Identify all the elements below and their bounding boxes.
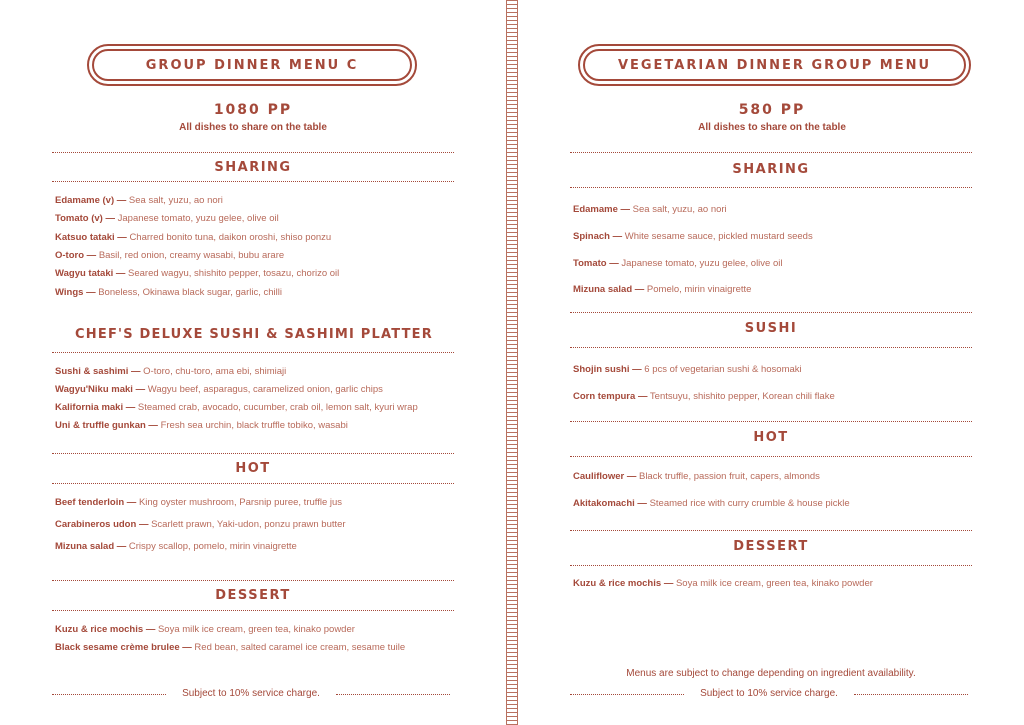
menu-item: Edamame — Sea salt, yuzu, ao nori (573, 204, 727, 215)
menu-item: Kuzu & rice mochis — Soya milk ice cream, green tea, kinako powder (573, 578, 873, 589)
right-menu-title-frame (578, 44, 971, 86)
menu-item: Wagyu'Niku maki — Wagyu beef, asparagus, caramelized onion, garlic chips (55, 384, 383, 395)
divider (52, 181, 454, 182)
right-menu-page (520, 0, 1024, 725)
section-heading-sharing: SHARING (732, 162, 810, 177)
menu-item: Mizuna salad — Pomelo, mirin vinaigrette (573, 284, 752, 295)
section-heading-hot: HOT (235, 461, 271, 476)
divider (336, 694, 450, 695)
left-price: 1080 PP (213, 102, 293, 118)
menu-item: Sushi & sashimi — O-toro, chu-toro, ama ebi, shimiaji (55, 366, 287, 377)
section-heading-sushi: SUSHI (744, 321, 798, 336)
section-heading-dessert: DESSERT (733, 539, 809, 554)
divider (570, 530, 972, 531)
menu-item: Shojin sushi — 6 pcs of vegetarian sushi & hosomaki (573, 364, 802, 375)
menu-item: Wings — Boneless, Okinawa black sugar, garlic, chilli (55, 287, 282, 298)
menu-item: Wagyu tataki — Seared wagyu, shishito pepper, tosazu, chorizo oil (55, 268, 340, 279)
service-charge-note: Subject to 10% service charge. (182, 688, 320, 699)
divider (570, 347, 972, 348)
divider (570, 565, 972, 566)
divider (570, 152, 972, 153)
menu-item: Akitakomachi — Steamed rice with curry crumble & house pickle (573, 498, 850, 509)
availability-note: Menus are subject to change depending on ingredient availability. (626, 668, 916, 679)
left-menu-title: GROUP DINNER MENU C (92, 49, 412, 81)
menu-item: Beef tenderloin — King oyster mushroom, Parsnip puree, truffle jus (55, 497, 343, 508)
divider (570, 421, 972, 422)
menu-item: Spinach — White sesame sauce, pickled mustard seeds (573, 231, 813, 242)
menu-item: Katsuo tataki — Charred bonito tuna, daikon oroshi, shiso ponzu (55, 232, 332, 243)
section-heading-dessert: DESSERT (215, 588, 291, 603)
menu-item: Uni & truffle gunkan — Fresh sea urchin, black truffle tobiko, wasabi (55, 420, 348, 431)
menu-item: Carabineros udon — Scarlett prawn, Yaki-udon, ponzu prawn butter (55, 519, 346, 530)
menu-item: Black sesame crème brulee — Red bean, salted caramel ice cream, sesame tuile (55, 642, 406, 653)
page-fold-divider (506, 0, 518, 725)
divider (854, 694, 968, 695)
menu-item: Edamame (v) — Sea salt, yuzu, ao nori (55, 195, 223, 206)
divider (570, 694, 684, 695)
divider (52, 352, 454, 353)
menu-item: Corn tempura — Tentsuyu, shishito pepper, Korean chili flake (573, 391, 835, 402)
divider (52, 610, 454, 611)
divider (52, 483, 454, 484)
section-heading-sharing: SHARING (214, 160, 292, 175)
divider (52, 453, 454, 454)
section-heading-sushi-platter: CHEF'S DELUXE SUSHI & SASHIMI PLATTER (75, 327, 433, 342)
right-price: 580 PP (738, 102, 806, 118)
divider (570, 456, 972, 457)
left-subtitle: All dishes to share on the table (179, 122, 327, 133)
menu-item: Kuzu & rice mochis — Soya milk ice cream, green tea, kinako powder (55, 624, 355, 635)
left-menu-title-frame (87, 44, 417, 86)
menu-item: Cauliflower — Black truffle, passion fruit, capers, almonds (573, 471, 820, 482)
divider (52, 152, 454, 153)
divider (570, 187, 972, 188)
menu-item: Mizuna salad — Crispy scallop, pomelo, mirin vinaigrette (55, 541, 297, 552)
right-subtitle: All dishes to share on the table (698, 122, 846, 133)
divider (52, 580, 454, 581)
service-charge-note: Subject to 10% service charge. (700, 688, 838, 699)
divider (570, 312, 972, 313)
right-menu-title: VEGETARIAN DINNER GROUP MENU (583, 49, 966, 81)
divider (52, 694, 166, 695)
menu-item: O-toro — Basil, red onion, creamy wasabi, bubu arare (55, 250, 285, 261)
menu-item: Kalifornia maki — Steamed crab, avocado, cucumber, crab oil, lemon salt, kyuri wrap (55, 402, 418, 413)
menu-item: Tomato (v) — Japanese tomato, yuzu gelee, olive oil (55, 213, 279, 224)
section-heading-hot: HOT (753, 430, 789, 445)
menu-item: Tomato — Japanese tomato, yuzu gelee, olive oil (573, 258, 783, 269)
left-menu-page (0, 0, 506, 725)
